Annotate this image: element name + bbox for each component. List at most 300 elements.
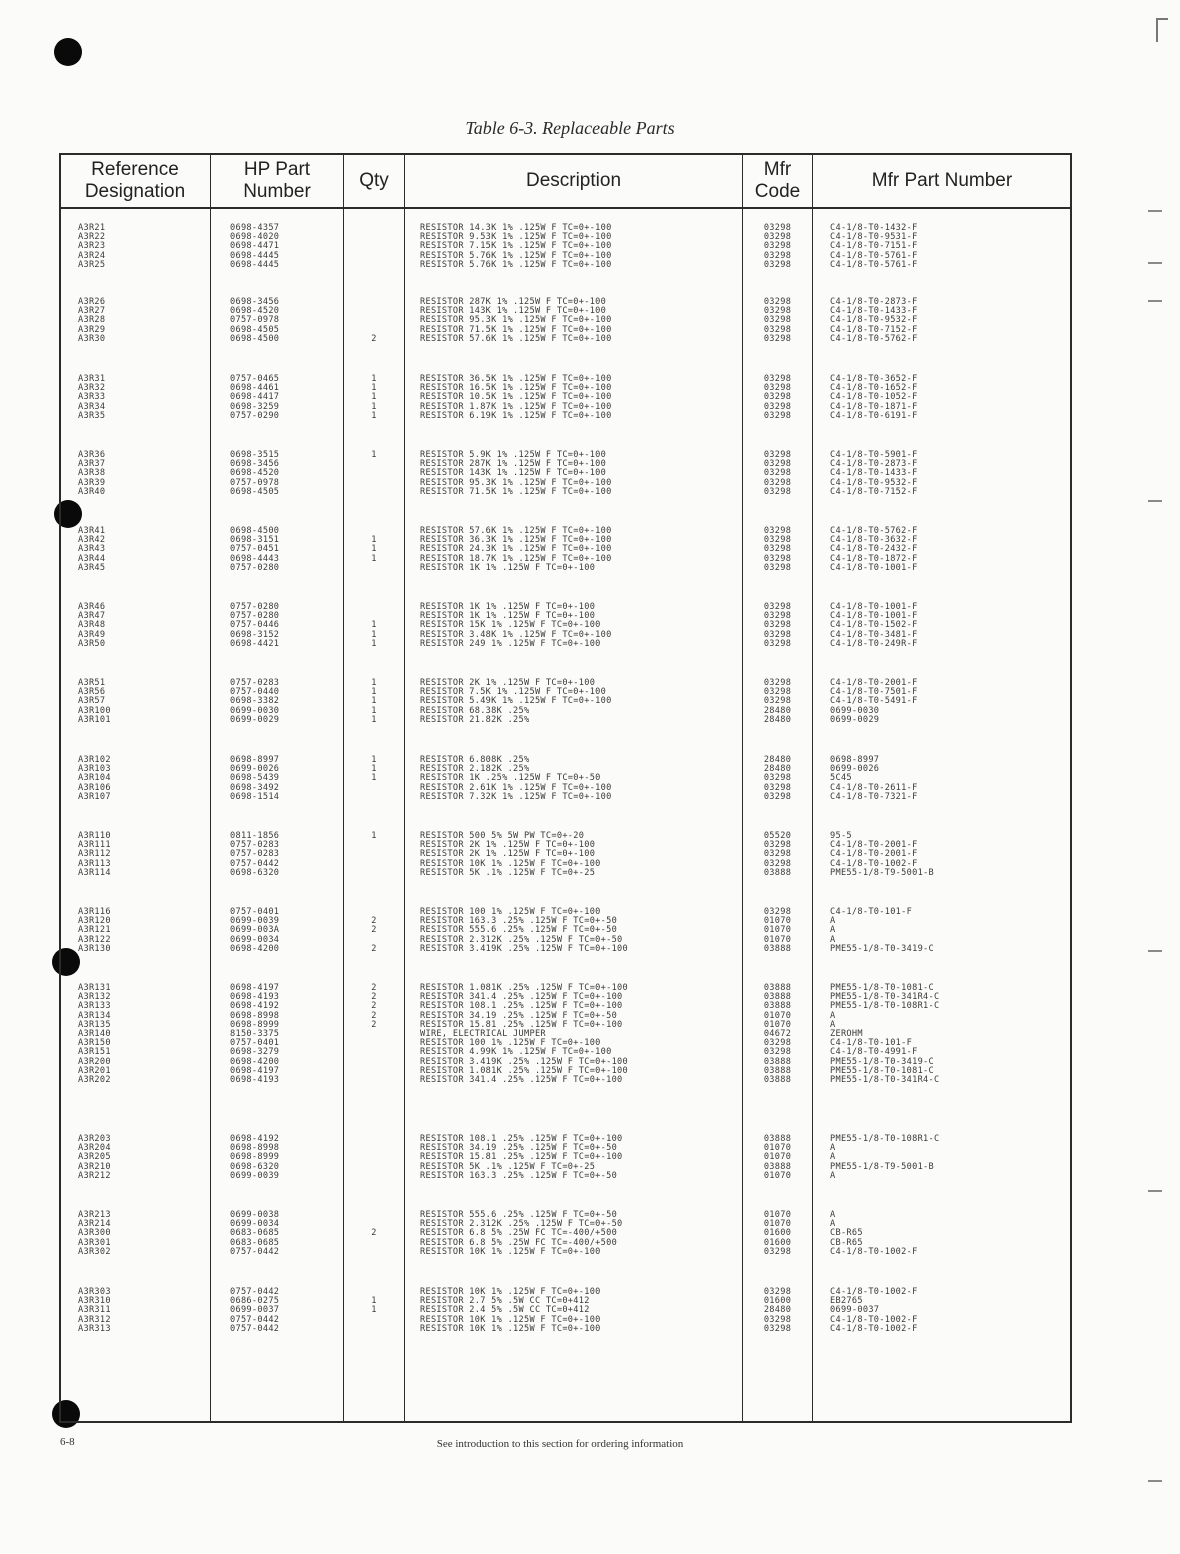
cell-ref-designation: A3R32: [78, 383, 106, 394]
cell-hp-part-number: 0698-4500: [230, 526, 280, 536]
cell-hp-part-number: 0699-003A: [230, 925, 280, 936]
cell-ref-designation: A3R41: [78, 526, 106, 536]
cell-mfr-part-number: 5C45: [830, 773, 852, 784]
cell-mfr-code: 04672: [763, 1029, 792, 1039]
cell-mfr-code: 03298: [763, 250, 792, 261]
cell-mfr-code: 03888: [763, 867, 792, 878]
cell-ref-designation: A3R113: [78, 858, 111, 869]
cell-mfr-code: 03888: [763, 1001, 792, 1012]
cell-qty: 1: [371, 831, 377, 841]
cell-mfr-code: 03298: [763, 1246, 792, 1257]
cell-hp-part-number: 0698-3456: [230, 459, 280, 470]
cell-mfr-code: 03298: [763, 791, 792, 802]
column-divider: [404, 153, 405, 1423]
cell-ref-designation: A3R114: [78, 867, 111, 878]
cell-hp-part-number: 0757-0283: [230, 840, 280, 851]
cell-mfr-part-number: 0699-0029: [830, 714, 880, 725]
cell-qty: 1: [371, 383, 377, 394]
cell-mfr-part-number: PME55-1/8-T9-5001-B: [830, 867, 935, 878]
cell-mfr-code: 03298: [763, 297, 792, 307]
cell-mfr-part-number: C4-1/8-T0-3481-F: [830, 629, 918, 640]
cell-hp-part-number: 0699-0030: [230, 705, 280, 716]
cell-description: RESISTOR 500 5% 5W PW TC=0+-20: [420, 831, 585, 841]
cell-hp-part-number: 0698-8998: [230, 1010, 280, 1021]
cell-hp-part-number: 0698-4471: [230, 241, 280, 252]
cell-mfr-part-number: C4-1/8-T0-249R-F: [830, 638, 918, 649]
cell-hp-part-number: 0757-0280: [230, 562, 280, 573]
cell-description: RESISTOR 7.32K 1% .125W F TC=0+-100: [420, 791, 612, 802]
cell-mfr-part-number: C4-1/8-T0-1001-F: [830, 602, 918, 612]
cell-hp-part-number: 0698-4461: [230, 383, 280, 394]
cell-ref-designation: A3R44: [78, 553, 106, 564]
cell-ref-designation: A3R130: [78, 943, 111, 954]
cell-mfr-code: 01070: [763, 934, 792, 945]
cell-mfr-code: 03298: [763, 1287, 792, 1297]
cell-qty: 2: [371, 1228, 377, 1239]
cell-mfr-part-number: PME55-1/8-T0-3419-C: [830, 1056, 935, 1067]
cell-mfr-code: 03298: [763, 223, 792, 233]
cell-mfr-code: 03888: [763, 1056, 792, 1067]
cell-mfr-code: 03298: [763, 392, 792, 403]
cell-description: RESISTOR 10K 1% .125W F TC=0+-100: [420, 1287, 601, 1297]
cell-description: RESISTOR 16.5K 1% .125W F TC=0+-100: [420, 383, 612, 394]
cell-description: RESISTOR 36.3K 1% .125W F TC=0+-100: [420, 535, 612, 546]
cell-ref-designation: A3R33: [78, 392, 106, 403]
cell-description: RESISTOR 1K 1% .125W F TC=0+-100: [420, 602, 596, 612]
cell-ref-designation: A3R102: [78, 755, 111, 765]
table-title: Table 6-3. Replaceable Parts: [465, 118, 675, 138]
cell-description: RESISTOR 1.081K .25% .125W F TC=0+-100: [420, 1065, 629, 1076]
edge-mark: [1148, 210, 1162, 212]
cell-mfr-part-number: C4-1/8-T0-1432-F: [830, 223, 918, 233]
cell-hp-part-number: 0698-8999: [230, 1019, 280, 1030]
cell-description: RESISTOR 2.182K .25%: [420, 764, 530, 775]
cell-mfr-part-number: A: [830, 1210, 836, 1220]
cell-description: RESISTOR 341.4 .25% .125W F TC=0+-100: [420, 992, 623, 1003]
cell-hp-part-number: 0698-3515: [230, 450, 280, 460]
cell-hp-part-number: 0757-0978: [230, 477, 280, 488]
cell-ref-designation: A3R110: [78, 831, 111, 841]
cell-mfr-part-number: C4-1/8-T0-1002-F: [830, 1314, 918, 1325]
cell-description: RESISTOR 143K 1% .125W F TC=0+-100: [420, 468, 607, 479]
cell-description: RESISTOR 6.8 5% .25W FC TC=-400/+500: [420, 1228, 618, 1239]
cell-mfr-code: 03298: [763, 259, 792, 270]
cell-ref-designation: A3R27: [78, 306, 106, 317]
cell-mfr-part-number: C4-1/8-T0-4991-F: [830, 1047, 918, 1058]
cell-qty: 1: [371, 678, 377, 688]
cell-ref-designation: A3R30: [78, 333, 106, 344]
cell-mfr-code: 03298: [763, 477, 792, 488]
cell-hp-part-number: 0698-3259: [230, 401, 280, 412]
cell-ref-designation: A3R205: [78, 1152, 111, 1163]
cell-mfr-part-number: C4-1/8-T0-1001-F: [830, 562, 918, 573]
cell-ref-designation: A3R213: [78, 1210, 111, 1220]
cell-qty: 1: [371, 629, 377, 640]
cell-mfr-part-number: A: [830, 934, 836, 945]
cell-hp-part-number: 0757-0283: [230, 678, 280, 688]
cell-hp-part-number: 0686-0275: [230, 1296, 280, 1307]
column-divider: [210, 153, 211, 1423]
cell-description: RESISTOR 10K 1% .125W F TC=0+-100: [420, 1246, 601, 1257]
cell-ref-designation: A3R134: [78, 1010, 111, 1021]
cell-hp-part-number: 0698-4200: [230, 1056, 280, 1067]
cell-ref-designation: A3R214: [78, 1219, 111, 1230]
cell-hp-part-number: 0698-4520: [230, 306, 280, 317]
cell-mfr-part-number: C4-1/8-T0-1001-F: [830, 611, 918, 622]
cell-ref-designation: A3R45: [78, 562, 106, 573]
cell-mfr-part-number: 95-5: [830, 831, 852, 841]
cell-mfr-part-number: A: [830, 1019, 836, 1030]
cell-ref-designation: A3R133: [78, 1001, 111, 1012]
cell-mfr-part-number: C4-1/8-T0-5762-F: [830, 526, 918, 536]
cell-mfr-part-number: C4-1/8-T0-2611-F: [830, 782, 918, 793]
cell-mfr-code: 28480: [763, 1305, 792, 1316]
cell-hp-part-number: 0698-3382: [230, 696, 280, 707]
cell-qty: 2: [371, 1019, 377, 1030]
cell-ref-designation: A3R103: [78, 764, 111, 775]
cell-hp-part-number: 0757-0401: [230, 907, 280, 917]
cell-hp-part-number: 0757-0446: [230, 620, 280, 631]
cell-qty: 1: [371, 755, 377, 765]
cell-qty: 1: [371, 620, 377, 631]
cell-mfr-part-number: PME55-1/8-T0-341R4-C: [830, 1075, 940, 1085]
cell-mfr-part-number: C4-1/8-T0-5761-F: [830, 250, 918, 261]
cell-qty: 1: [371, 410, 377, 421]
cell-mfr-part-number: C4-1/8-T0-2001-F: [830, 678, 918, 688]
cell-mfr-code: 03298: [763, 629, 792, 640]
cell-qty: 1: [371, 374, 377, 384]
cell-mfr-part-number: EB2765: [830, 1296, 863, 1307]
cell-hp-part-number: 0757-0442: [230, 1287, 280, 1297]
cell-description: RESISTOR 4.99K 1% .125W F TC=0+-100: [420, 1047, 612, 1058]
cell-qty: 1: [371, 553, 377, 564]
cell-mfr-code: 03888: [763, 1134, 792, 1144]
cell-mfr-part-number: CB-R65: [830, 1237, 863, 1248]
cell-description: WIRE, ELECTRICAL JUMPER: [420, 1029, 546, 1039]
cell-mfr-part-number: CB-R65: [830, 1228, 863, 1239]
cell-hp-part-number: 0698-4192: [230, 1001, 280, 1012]
cell-ref-designation: A3R132: [78, 992, 111, 1003]
cell-qty: 1: [371, 401, 377, 412]
page-number: 6-8: [60, 1436, 75, 1448]
cell-description: RESISTOR 57.6K 1% .125W F TC=0+-100: [420, 333, 612, 344]
cell-mfr-part-number: C4-1/8-T0-7321-F: [830, 791, 918, 802]
cell-mfr-part-number: C4-1/8-T0-7501-F: [830, 687, 918, 698]
cell-hp-part-number: 0698-8999: [230, 1152, 280, 1163]
cell-mfr-part-number: A: [830, 1143, 836, 1154]
cell-ref-designation: A3R301: [78, 1237, 111, 1248]
cell-description: RESISTOR 3.419K .25% .125W F TC=0+-100: [420, 1056, 629, 1067]
cell-ref-designation: A3R201: [78, 1065, 111, 1076]
cell-hp-part-number: 0683-0685: [230, 1228, 280, 1239]
cell-description: RESISTOR 108.1 .25% .125W F TC=0+-100: [420, 1134, 623, 1144]
cell-description: RESISTOR 2K 1% .125W F TC=0+-100: [420, 678, 596, 688]
cell-hp-part-number: 0698-4193: [230, 1075, 280, 1085]
cell-hp-part-number: 0757-0280: [230, 602, 280, 612]
cell-mfr-code: 03888: [763, 1161, 792, 1172]
cell-mfr-code: 03298: [763, 333, 792, 344]
cell-mfr-code: 28480: [763, 755, 792, 765]
cell-ref-designation: A3R200: [78, 1056, 111, 1067]
cell-qty: 1: [371, 773, 377, 784]
cell-mfr-code: 03298: [763, 241, 792, 252]
cell-hp-part-number: 0698-4443: [230, 553, 280, 564]
cell-description: RESISTOR 2K 1% .125W F TC=0+-100: [420, 849, 596, 860]
cell-mfr-part-number: A: [830, 925, 836, 936]
cell-hp-part-number: 0757-0440: [230, 687, 280, 698]
cell-mfr-part-number: C4-1/8-T0-2873-F: [830, 459, 918, 470]
cell-mfr-code: 28480: [763, 705, 792, 716]
cell-mfr-part-number: C4-1/8-T0-1652-F: [830, 383, 918, 394]
cell-mfr-code: 03298: [763, 306, 792, 317]
cell-ref-designation: A3R29: [78, 324, 106, 335]
cell-hp-part-number: 0698-1514: [230, 791, 280, 802]
cell-description: RESISTOR 10K 1% .125W F TC=0+-100: [420, 1314, 601, 1325]
cell-description: RESISTOR 36.5K 1% .125W F TC=0+-100: [420, 374, 612, 384]
cell-mfr-code: 03298: [763, 535, 792, 546]
cell-description: RESISTOR 287K 1% .125W F TC=0+-100: [420, 459, 607, 470]
column-divider: [812, 153, 813, 1423]
cell-description: RESISTOR 555.6 .25% .125W F TC=0+-50: [420, 1210, 618, 1220]
cell-qty: 2: [371, 992, 377, 1003]
cell-description: RESISTOR 287K 1% .125W F TC=0+-100: [420, 297, 607, 307]
cell-mfr-code: 03298: [763, 840, 792, 851]
cell-mfr-code: 01070: [763, 1152, 792, 1163]
cell-hp-part-number: 0699-0038: [230, 1210, 280, 1220]
header-hp-part-number: HP Part Number: [243, 159, 311, 202]
cell-description: RESISTOR 71.5K 1% .125W F TC=0+-100: [420, 324, 612, 335]
cell-description: RESISTOR 163.3 .25% .125W F TC=0+-50: [420, 916, 618, 927]
cell-mfr-code: 03298: [763, 410, 792, 421]
cell-mfr-code: 03298: [763, 324, 792, 335]
cell-ref-designation: A3R22: [78, 232, 106, 243]
cell-description: RESISTOR 108.1 .25% .125W F TC=0+-100: [420, 1001, 623, 1012]
cell-ref-designation: A3R36: [78, 450, 106, 460]
binder-hole: [54, 38, 82, 66]
cell-mfr-code: 03298: [763, 620, 792, 631]
cell-description: RESISTOR 100 1% .125W F TC=0+-100: [420, 907, 601, 917]
cell-description: RESISTOR 15.81 .25% .125W F TC=0+-100: [420, 1152, 623, 1163]
cell-description: RESISTOR 1K .25% .125W F TC=0+-50: [420, 773, 601, 784]
cell-mfr-code: 03298: [763, 383, 792, 394]
cell-mfr-part-number: C4-1/8-T0-1002-F: [830, 1287, 918, 1297]
cell-qty: 2: [371, 1001, 377, 1012]
column-divider: [742, 153, 743, 1423]
edge-mark: [1148, 1190, 1162, 1192]
cell-mfr-code: 01600: [763, 1296, 792, 1307]
cell-mfr-part-number: A: [830, 1152, 836, 1163]
cell-mfr-part-number: C4-1/8-T0-2001-F: [830, 849, 918, 860]
cell-mfr-part-number: C4-1/8-T0-2873-F: [830, 297, 918, 307]
cell-mfr-code: 03298: [763, 1038, 792, 1049]
cell-mfr-part-number: C4-1/8-T0-3652-F: [830, 374, 918, 384]
cell-description: RESISTOR 2.312K .25% .125W F TC=0+-50: [420, 934, 623, 945]
cell-ref-designation: A3R106: [78, 782, 111, 793]
cell-description: RESISTOR 2.61K 1% .125W F TC=0+-100: [420, 782, 612, 793]
cell-ref-designation: A3R150: [78, 1038, 111, 1049]
cell-ref-designation: A3R48: [78, 620, 106, 631]
cell-ref-designation: A3R21: [78, 223, 106, 233]
cell-mfr-code: 03298: [763, 526, 792, 536]
cell-hp-part-number: 0698-4505: [230, 324, 280, 335]
cell-ref-designation: A3R57: [78, 696, 106, 707]
cell-qty: 1: [371, 687, 377, 698]
cell-mfr-part-number: C4-1/8-T0-1433-F: [830, 468, 918, 479]
cell-ref-designation: A3R100: [78, 705, 111, 716]
cell-mfr-part-number: C4-1/8-T0-5762-F: [830, 333, 918, 344]
cell-hp-part-number: 0698-6320: [230, 867, 280, 878]
cell-hp-part-number: 0683-0685: [230, 1237, 280, 1248]
cell-hp-part-number: 0698-4445: [230, 259, 280, 270]
header-mfr-part-number: Mfr Part Number: [871, 170, 1013, 191]
cell-ref-designation: A3R39: [78, 477, 106, 488]
edge-mark: [1148, 500, 1162, 502]
cell-description: RESISTOR 68.38K .25%: [420, 705, 530, 716]
cell-hp-part-number: 0698-8997: [230, 755, 280, 765]
cell-mfr-code: 03298: [763, 858, 792, 869]
header-reference-designation: Reference Designation: [84, 159, 186, 202]
cell-description: RESISTOR 57.6K 1% .125W F TC=0+-100: [420, 526, 612, 536]
cell-description: RESISTOR 1.87K 1% .125W F TC=0+-100: [420, 401, 612, 412]
cell-ref-designation: A3R34: [78, 401, 106, 412]
cell-mfr-part-number: C4-1/8-T0-5491-F: [830, 696, 918, 707]
cell-mfr-part-number: C4-1/8-T0-9532-F: [830, 315, 918, 326]
cell-description: RESISTOR 24.3K 1% .125W F TC=0+-100: [420, 544, 612, 555]
cell-mfr-code: 03298: [763, 553, 792, 564]
cell-mfr-code: 03298: [763, 450, 792, 460]
cell-hp-part-number: 0698-4200: [230, 943, 280, 954]
cell-mfr-part-number: C4-1/8-T0-5761-F: [830, 259, 918, 270]
cell-ref-designation: A3R120: [78, 916, 111, 927]
cell-description: RESISTOR 5.76K 1% .125W F TC=0+-100: [420, 250, 612, 261]
cell-mfr-part-number: C4-1/8-T0-1002-F: [830, 1246, 918, 1257]
cell-mfr-code: 03298: [763, 544, 792, 555]
cell-mfr-code: 28480: [763, 764, 792, 775]
cell-ref-designation: A3R204: [78, 1143, 111, 1154]
cell-description: RESISTOR 10.5K 1% .125W F TC=0+-100: [420, 392, 612, 403]
edge-mark: [1148, 262, 1162, 264]
cell-description: RESISTOR 5.49K 1% .125W F TC=0+-100: [420, 696, 612, 707]
cell-description: RESISTOR 5K .1% .125W F TC=0+-25: [420, 867, 596, 878]
cell-mfr-part-number: C4-1/8-T0-2001-F: [830, 840, 918, 851]
cell-ref-designation: A3R51: [78, 678, 106, 688]
cell-ref-designation: A3R56: [78, 687, 106, 698]
cell-mfr-part-number: C4-1/8-T0-1502-F: [830, 620, 918, 631]
cell-hp-part-number: 0698-4421: [230, 638, 280, 649]
cell-description: RESISTOR 1K 1% .125W F TC=0+-100: [420, 562, 596, 573]
cell-description: RESISTOR 3.48K 1% .125W F TC=0+-100: [420, 629, 612, 640]
edge-mark: [1148, 1480, 1162, 1482]
cell-qty: 1: [371, 638, 377, 649]
cell-ref-designation: A3R38: [78, 468, 106, 479]
cell-description: RESISTOR 6.8 5% .25W FC TC=-400/+500: [420, 1237, 618, 1248]
cell-ref-designation: A3R135: [78, 1019, 111, 1030]
cell-hp-part-number: 0698-4520: [230, 468, 280, 479]
cell-hp-part-number: 0698-4357: [230, 223, 280, 233]
cell-hp-part-number: 0698-8998: [230, 1143, 280, 1154]
cell-mfr-code: 01070: [763, 1219, 792, 1230]
cell-mfr-code: 03298: [763, 849, 792, 860]
cell-ref-designation: A3R101: [78, 714, 111, 725]
cell-mfr-part-number: PME55-1/8-T0-108R1-C: [830, 1001, 940, 1012]
cell-hp-part-number: 0757-0401: [230, 1038, 280, 1049]
cell-mfr-code: 03298: [763, 687, 792, 698]
cell-qty: 1: [371, 450, 377, 460]
cell-mfr-code: 01600: [763, 1228, 792, 1239]
cell-hp-part-number: 0757-0290: [230, 410, 280, 421]
cell-mfr-code: 03298: [763, 696, 792, 707]
cell-qty: 2: [371, 943, 377, 954]
cell-description: RESISTOR 10K 1% .125W F TC=0+-100: [420, 858, 601, 869]
cell-mfr-code: 03298: [763, 401, 792, 412]
cell-hp-part-number: 0757-0451: [230, 544, 280, 555]
cell-qty: 1: [371, 544, 377, 555]
cell-ref-designation: A3R111: [78, 840, 111, 851]
edge-mark: [1148, 950, 1162, 952]
cell-qty: 1: [371, 1305, 377, 1316]
cell-mfr-part-number: C4-1/8-T0-1002-F: [830, 1323, 918, 1334]
cell-hp-part-number: 0699-0037: [230, 1305, 280, 1316]
cell-mfr-code: 01070: [763, 1010, 792, 1021]
cell-qty: 1: [371, 714, 377, 725]
cell-description: RESISTOR 2K 1% .125W F TC=0+-100: [420, 840, 596, 851]
cell-ref-designation: A3R203: [78, 1134, 111, 1144]
cell-mfr-code: 03298: [763, 232, 792, 243]
cell-mfr-code: 03298: [763, 468, 792, 479]
cell-ref-designation: A3R50: [78, 638, 106, 649]
cell-hp-part-number: 0757-0465: [230, 374, 280, 384]
cell-ref-designation: A3R303: [78, 1287, 111, 1297]
cell-ref-designation: A3R311: [78, 1305, 111, 1316]
cell-mfr-part-number: PME55-1/8-T0-108R1-C: [830, 1134, 940, 1144]
cell-mfr-code: 03298: [763, 1314, 792, 1325]
cell-ref-designation: A3R28: [78, 315, 106, 326]
cell-mfr-code: 01070: [763, 925, 792, 936]
cell-hp-part-number: 0699-0039: [230, 916, 280, 927]
cell-mfr-part-number: C4-1/8-T0-9532-F: [830, 477, 918, 488]
cell-ref-designation: A3R116: [78, 907, 111, 917]
cell-mfr-code: 03298: [763, 459, 792, 470]
cell-ref-designation: A3R212: [78, 1170, 111, 1181]
cell-ref-designation: A3R313: [78, 1323, 111, 1334]
cell-mfr-part-number: A: [830, 916, 836, 927]
cell-description: RESISTOR 1K 1% .125W F TC=0+-100: [420, 611, 596, 622]
cell-ref-designation: A3R302: [78, 1246, 111, 1257]
cell-hp-part-number: 0698-4193: [230, 992, 280, 1003]
cell-hp-part-number: 0698-4500: [230, 333, 280, 344]
cell-qty: 1: [371, 535, 377, 546]
cell-description: RESISTOR 34.19 .25% .125W F TC=0+-50: [420, 1143, 618, 1154]
cell-ref-designation: A3R151: [78, 1047, 111, 1058]
cell-qty: 1: [371, 764, 377, 775]
cell-mfr-code: 03298: [763, 611, 792, 622]
cell-mfr-code: 01070: [763, 1170, 792, 1181]
crop-mark: [1156, 18, 1168, 42]
cell-mfr-part-number: C4-1/8-T0-3632-F: [830, 535, 918, 546]
cell-hp-part-number: 0698-4445: [230, 250, 280, 261]
cell-hp-part-number: 0698-4197: [230, 983, 280, 993]
cell-description: RESISTOR 95.3K 1% .125W F TC=0+-100: [420, 315, 612, 326]
cell-hp-part-number: 0698-3492: [230, 782, 280, 793]
cell-ref-designation: A3R31: [78, 374, 106, 384]
cell-description: RESISTOR 95.3K 1% .125W F TC=0+-100: [420, 477, 612, 488]
cell-ref-designation: A3R42: [78, 535, 106, 546]
cell-description: RESISTOR 163.3 .25% .125W F TC=0+-50: [420, 1170, 618, 1181]
header-mfr-code: Mfr Code: [754, 159, 801, 202]
cell-ref-designation: A3R25: [78, 259, 106, 270]
cell-hp-part-number: 0698-3456: [230, 297, 280, 307]
cell-ref-designation: A3R23: [78, 241, 106, 252]
